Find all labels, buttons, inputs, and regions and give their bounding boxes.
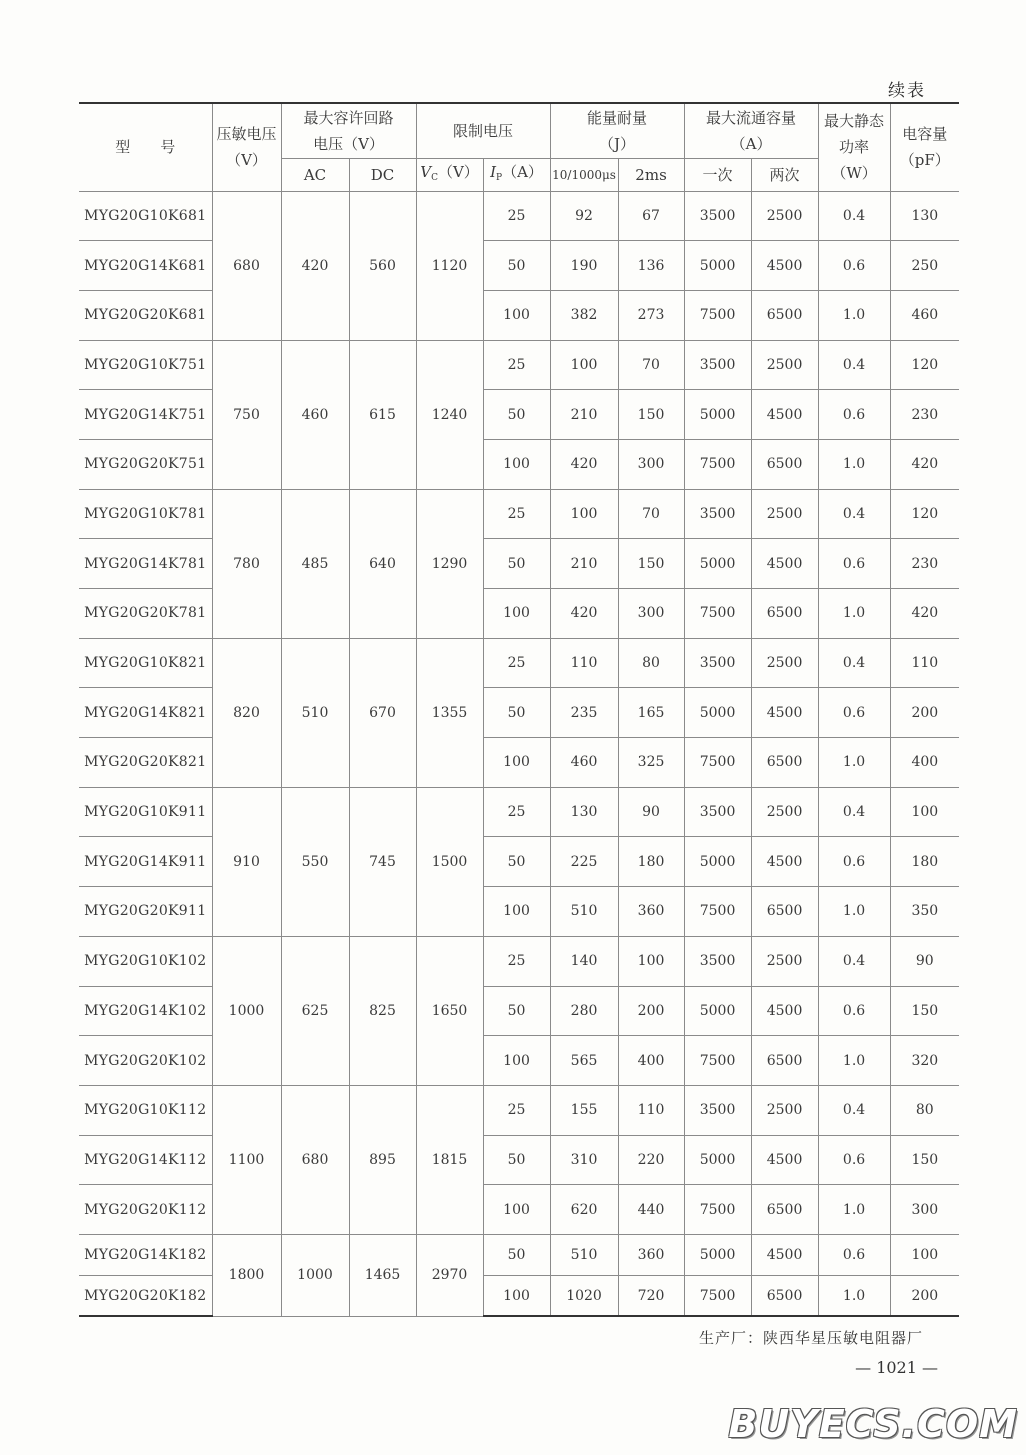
model-cell: MYG20G14K781 bbox=[79, 539, 212, 589]
ip-cell: 50 bbox=[483, 1135, 550, 1185]
table-row bbox=[79, 1234, 959, 1275]
flow-twice-cell: 2500 bbox=[751, 638, 818, 688]
capacitance-cell: 320 bbox=[890, 1036, 959, 1086]
static-power-cell: 0.6 bbox=[818, 1135, 890, 1185]
model-cell: MYG20G10K781 bbox=[79, 489, 212, 539]
energy-10-1000-cell: 510 bbox=[550, 887, 618, 937]
clamp-voltage-cell: 1500 bbox=[416, 787, 483, 936]
energy-2ms-cell: 300 bbox=[618, 589, 684, 639]
model-cell: MYG20G20K112 bbox=[79, 1185, 212, 1235]
ac-voltage-cell: 625 bbox=[281, 936, 349, 1085]
table-row bbox=[79, 936, 959, 986]
energy-2ms-cell: 100 bbox=[618, 936, 684, 986]
dc-voltage-cell: 1465 bbox=[349, 1234, 416, 1316]
capacitance-cell: 250 bbox=[890, 241, 959, 291]
capacitance-cell: 400 bbox=[890, 738, 959, 788]
header-max-loop-voltage: 最大容许回路 电压（V） bbox=[281, 103, 416, 158]
model-cell: MYG20G14K821 bbox=[79, 688, 212, 738]
static-power-cell: 0.6 bbox=[818, 837, 890, 887]
static-power-cell: 0.6 bbox=[818, 688, 890, 738]
ip-cell: 100 bbox=[483, 887, 550, 937]
static-power-cell: 0.6 bbox=[818, 390, 890, 440]
flow-once-cell: 5000 bbox=[684, 1234, 751, 1275]
varistor-spec-table bbox=[79, 102, 959, 1317]
energy-10-1000-cell: 92 bbox=[550, 191, 618, 241]
flow-once-cell: 7500 bbox=[684, 1185, 751, 1235]
model-cell: MYG20G20K681 bbox=[79, 290, 212, 340]
table-row bbox=[79, 390, 959, 440]
table-row bbox=[79, 439, 959, 489]
static-power-cell: 1.0 bbox=[818, 290, 890, 340]
energy-2ms-cell: 110 bbox=[618, 1085, 684, 1135]
ac-voltage-cell: 680 bbox=[281, 1085, 349, 1234]
model-cell: MYG20G20K781 bbox=[79, 589, 212, 639]
table-row bbox=[79, 589, 959, 639]
model-cell: MYG20G14K751 bbox=[79, 390, 212, 440]
flow-twice-cell: 4500 bbox=[751, 1135, 818, 1185]
ip-cell: 100 bbox=[483, 738, 550, 788]
header-energy-10-1000: 10/1000μs bbox=[550, 158, 618, 191]
table-row bbox=[79, 1036, 959, 1086]
flow-once-cell: 5000 bbox=[684, 539, 751, 589]
capacitance-cell: 300 bbox=[890, 1185, 959, 1235]
energy-2ms-cell: 80 bbox=[618, 638, 684, 688]
energy-10-1000-cell: 565 bbox=[550, 1036, 618, 1086]
varistor-voltage-cell: 780 bbox=[212, 489, 281, 638]
flow-once-cell: 5000 bbox=[684, 241, 751, 291]
table-row bbox=[79, 887, 959, 937]
flow-twice-cell: 4500 bbox=[751, 688, 818, 738]
watermark: BUYECS.COM bbox=[728, 1402, 1018, 1446]
dc-voltage-cell: 825 bbox=[349, 936, 416, 1085]
ip-cell: 100 bbox=[483, 1185, 550, 1235]
energy-2ms-cell: 70 bbox=[618, 489, 684, 539]
energy-10-1000-cell: 140 bbox=[550, 936, 618, 986]
flow-once-cell: 3500 bbox=[684, 191, 751, 241]
flow-twice-cell: 4500 bbox=[751, 986, 818, 1036]
capacitance-cell: 80 bbox=[890, 1085, 959, 1135]
energy-10-1000-cell: 510 bbox=[550, 1234, 618, 1275]
model-cell: MYG20G14K182 bbox=[79, 1234, 212, 1275]
model-cell: MYG20G10K751 bbox=[79, 340, 212, 390]
table-row bbox=[79, 1135, 959, 1185]
model-cell: MYG20G14K112 bbox=[79, 1135, 212, 1185]
energy-2ms-cell: 136 bbox=[618, 241, 684, 291]
clamp-voltage-cell: 1355 bbox=[416, 638, 483, 787]
energy-2ms-cell: 150 bbox=[618, 390, 684, 440]
varistor-voltage-cell: 750 bbox=[212, 340, 281, 489]
energy-2ms-cell: 360 bbox=[618, 1234, 684, 1275]
ip-cell: 25 bbox=[483, 489, 550, 539]
varistor-voltage-cell: 910 bbox=[212, 787, 281, 936]
table-row bbox=[79, 340, 959, 390]
capacitance-cell: 460 bbox=[890, 290, 959, 340]
flow-twice-cell: 4500 bbox=[751, 837, 818, 887]
flow-once-cell: 7500 bbox=[684, 439, 751, 489]
flow-twice-cell: 6500 bbox=[751, 1275, 818, 1316]
energy-2ms-cell: 70 bbox=[618, 340, 684, 390]
model-cell: MYG20G20K821 bbox=[79, 738, 212, 788]
capacitance-cell: 120 bbox=[890, 340, 959, 390]
flow-once-cell: 3500 bbox=[684, 638, 751, 688]
static-power-cell: 1.0 bbox=[818, 1185, 890, 1235]
ac-voltage-cell: 420 bbox=[281, 191, 349, 340]
flow-once-cell: 5000 bbox=[684, 837, 751, 887]
header-energy: 能量耐量 （J） bbox=[550, 103, 684, 158]
header-energy-2ms: 2ms bbox=[618, 158, 684, 191]
table-row bbox=[79, 290, 959, 340]
flow-twice-cell: 4500 bbox=[751, 390, 818, 440]
flow-once-cell: 7500 bbox=[684, 1036, 751, 1086]
energy-2ms-cell: 165 bbox=[618, 688, 684, 738]
capacitance-cell: 150 bbox=[890, 1135, 959, 1185]
energy-2ms-cell: 200 bbox=[618, 986, 684, 1036]
dc-voltage-cell: 560 bbox=[349, 191, 416, 340]
model-cell: MYG20G10K911 bbox=[79, 787, 212, 837]
static-power-cell: 0.4 bbox=[818, 340, 890, 390]
static-power-cell: 1.0 bbox=[818, 589, 890, 639]
header-capacitance: 电容量 （pF） bbox=[890, 103, 959, 191]
table-row bbox=[79, 986, 959, 1036]
static-power-cell: 0.4 bbox=[818, 936, 890, 986]
ip-cell: 100 bbox=[483, 290, 550, 340]
static-power-cell: 0.4 bbox=[818, 638, 890, 688]
flow-twice-cell: 4500 bbox=[751, 241, 818, 291]
ip-cell: 100 bbox=[483, 589, 550, 639]
static-power-cell: 0.6 bbox=[818, 986, 890, 1036]
ac-voltage-cell: 460 bbox=[281, 340, 349, 489]
capacitance-cell: 110 bbox=[890, 638, 959, 688]
model-cell: MYG20G20K182 bbox=[79, 1275, 212, 1316]
ac-voltage-cell: 510 bbox=[281, 638, 349, 787]
static-power-cell: 0.4 bbox=[818, 787, 890, 837]
energy-2ms-cell: 150 bbox=[618, 539, 684, 589]
energy-2ms-cell: 220 bbox=[618, 1135, 684, 1185]
energy-10-1000-cell: 100 bbox=[550, 340, 618, 390]
capacitance-cell: 100 bbox=[890, 787, 959, 837]
energy-10-1000-cell: 1020 bbox=[550, 1275, 618, 1316]
varistor-voltage-cell: 1100 bbox=[212, 1085, 281, 1234]
ip-cell: 25 bbox=[483, 191, 550, 241]
energy-10-1000-cell: 382 bbox=[550, 290, 618, 340]
flow-twice-cell: 6500 bbox=[751, 290, 818, 340]
flow-twice-cell: 2500 bbox=[751, 340, 818, 390]
flow-once-cell: 3500 bbox=[684, 489, 751, 539]
dc-voltage-cell: 615 bbox=[349, 340, 416, 489]
table-row bbox=[79, 688, 959, 738]
dc-voltage-cell: 745 bbox=[349, 787, 416, 936]
varistor-voltage-cell: 820 bbox=[212, 638, 281, 787]
ip-cell: 25 bbox=[483, 638, 550, 688]
flow-once-cell: 7500 bbox=[684, 738, 751, 788]
model-cell: MYG20G14K102 bbox=[79, 986, 212, 1036]
flow-twice-cell: 6500 bbox=[751, 589, 818, 639]
page-number: — 1021 — bbox=[855, 1358, 938, 1377]
header-max-static-power: 最大静态 功率 （W） bbox=[818, 103, 890, 191]
flow-twice-cell: 6500 bbox=[751, 439, 818, 489]
capacitance-cell: 230 bbox=[890, 390, 959, 440]
capacitance-cell: 420 bbox=[890, 589, 959, 639]
capacitance-cell: 180 bbox=[890, 837, 959, 887]
ip-cell: 50 bbox=[483, 986, 550, 1036]
flow-once-cell: 5000 bbox=[684, 1135, 751, 1185]
energy-10-1000-cell: 310 bbox=[550, 1135, 618, 1185]
flow-once-cell: 5000 bbox=[684, 390, 751, 440]
flow-once-cell: 5000 bbox=[684, 986, 751, 1036]
model-cell: MYG20G10K681 bbox=[79, 191, 212, 241]
clamp-voltage-cell: 1650 bbox=[416, 936, 483, 1085]
static-power-cell: 1.0 bbox=[818, 887, 890, 937]
static-power-cell: 0.6 bbox=[818, 539, 890, 589]
energy-10-1000-cell: 620 bbox=[550, 1185, 618, 1235]
model-cell: MYG20G20K911 bbox=[79, 887, 212, 937]
flow-once-cell: 3500 bbox=[684, 1085, 751, 1135]
energy-10-1000-cell: 210 bbox=[550, 390, 618, 440]
static-power-cell: 0.4 bbox=[818, 1085, 890, 1135]
ac-voltage-cell: 1000 bbox=[281, 1234, 349, 1316]
model-cell: MYG20G14K911 bbox=[79, 837, 212, 887]
model-cell: MYG20G10K821 bbox=[79, 638, 212, 688]
ip-cell: 100 bbox=[483, 1275, 550, 1316]
ip-cell: 50 bbox=[483, 837, 550, 887]
ip-cell: 25 bbox=[483, 1085, 550, 1135]
ip-cell: 25 bbox=[483, 787, 550, 837]
clamp-voltage-cell: 1120 bbox=[416, 191, 483, 340]
capacitance-cell: 200 bbox=[890, 688, 959, 738]
energy-10-1000-cell: 130 bbox=[550, 787, 618, 837]
table-row bbox=[79, 489, 959, 539]
ip-cell: 50 bbox=[483, 1234, 550, 1275]
flow-twice-cell: 2500 bbox=[751, 787, 818, 837]
flow-twice-cell: 6500 bbox=[751, 887, 818, 937]
model-cell: MYG20G14K681 bbox=[79, 241, 212, 291]
manufacturer-note: 生产厂：陕西华星压敏电阻器厂 bbox=[698, 1329, 923, 1347]
flow-once-cell: 3500 bbox=[684, 340, 751, 390]
model-cell: MYG20G10K102 bbox=[79, 936, 212, 986]
table-row bbox=[79, 1085, 959, 1135]
clamp-voltage-cell: 1240 bbox=[416, 340, 483, 489]
energy-10-1000-cell: 110 bbox=[550, 638, 618, 688]
flow-twice-cell: 2500 bbox=[751, 936, 818, 986]
flow-once-cell: 5000 bbox=[684, 688, 751, 738]
energy-2ms-cell: 300 bbox=[618, 439, 684, 489]
capacitance-cell: 120 bbox=[890, 489, 959, 539]
model-cell: MYG20G20K102 bbox=[79, 1036, 212, 1086]
ip-cell: 50 bbox=[483, 241, 550, 291]
header-ip: $I_P(A)$ bbox=[483, 158, 550, 191]
energy-2ms-cell: 67 bbox=[618, 191, 684, 241]
varistor-voltage-cell: 1000 bbox=[212, 936, 281, 1085]
energy-10-1000-cell: 280 bbox=[550, 986, 618, 1036]
capacitance-cell: 100 bbox=[890, 1234, 959, 1275]
energy-2ms-cell: 325 bbox=[618, 738, 684, 788]
ip-cell: 50 bbox=[483, 390, 550, 440]
continued-label: 续表 bbox=[888, 81, 926, 101]
table-body bbox=[79, 191, 959, 1316]
capacitance-cell: 350 bbox=[890, 887, 959, 937]
table-row bbox=[79, 191, 959, 241]
header-varistor-voltage: 压敏电压 （V） bbox=[212, 103, 281, 191]
capacitance-cell: 130 bbox=[890, 191, 959, 241]
capacitance-cell: 420 bbox=[890, 439, 959, 489]
static-power-cell: 0.6 bbox=[818, 1234, 890, 1275]
flow-twice-cell: 6500 bbox=[751, 738, 818, 788]
table-row bbox=[79, 539, 959, 589]
energy-2ms-cell: 180 bbox=[618, 837, 684, 887]
flow-once-cell: 7500 bbox=[684, 887, 751, 937]
ip-cell: 25 bbox=[483, 936, 550, 986]
energy-2ms-cell: 90 bbox=[618, 787, 684, 837]
static-power-cell: 0.4 bbox=[818, 489, 890, 539]
static-power-cell: 1.0 bbox=[818, 439, 890, 489]
header-max-flow: 最大流通容量 （A） bbox=[684, 103, 818, 158]
table-row bbox=[79, 787, 959, 837]
table-row bbox=[79, 638, 959, 688]
clamp-voltage-cell: 1815 bbox=[416, 1085, 483, 1234]
flow-once-cell: 7500 bbox=[684, 290, 751, 340]
flow-twice-cell: 2500 bbox=[751, 489, 818, 539]
energy-10-1000-cell: 210 bbox=[550, 539, 618, 589]
flow-once-cell: 3500 bbox=[684, 936, 751, 986]
header-once: 一次 bbox=[684, 158, 751, 191]
model-cell: MYG20G20K751 bbox=[79, 439, 212, 489]
flow-twice-cell: 2500 bbox=[751, 1085, 818, 1135]
table-row bbox=[79, 1185, 959, 1235]
clamp-voltage-cell: 2970 bbox=[416, 1234, 483, 1316]
energy-2ms-cell: 360 bbox=[618, 887, 684, 937]
header-ac: AC bbox=[281, 158, 349, 191]
varistor-voltage-cell: 1800 bbox=[212, 1234, 281, 1316]
energy-2ms-cell: 273 bbox=[618, 290, 684, 340]
ac-voltage-cell: 550 bbox=[281, 787, 349, 936]
table-row bbox=[79, 738, 959, 788]
ip-cell: 100 bbox=[483, 1036, 550, 1086]
static-power-cell: 0.4 bbox=[818, 191, 890, 241]
ip-cell: 100 bbox=[483, 439, 550, 489]
energy-10-1000-cell: 155 bbox=[550, 1085, 618, 1135]
energy-10-1000-cell: 100 bbox=[550, 489, 618, 539]
header-twice: 两次 bbox=[751, 158, 818, 191]
table-row bbox=[79, 241, 959, 291]
flow-twice-cell: 6500 bbox=[751, 1036, 818, 1086]
capacitance-cell: 90 bbox=[890, 936, 959, 986]
table-row bbox=[79, 837, 959, 887]
ac-voltage-cell: 485 bbox=[281, 489, 349, 638]
dc-voltage-cell: 670 bbox=[349, 638, 416, 787]
header-clamp-voltage: 限制电压 bbox=[416, 103, 550, 158]
energy-10-1000-cell: 420 bbox=[550, 439, 618, 489]
header-model: 型 号 bbox=[79, 103, 212, 191]
static-power-cell: 1.0 bbox=[818, 1036, 890, 1086]
header-dc: DC bbox=[349, 158, 416, 191]
static-power-cell: 0.6 bbox=[818, 241, 890, 291]
ip-cell: 50 bbox=[483, 539, 550, 589]
ip-cell: 25 bbox=[483, 340, 550, 390]
static-power-cell: 1.0 bbox=[818, 1275, 890, 1316]
energy-2ms-cell: 720 bbox=[618, 1275, 684, 1316]
energy-10-1000-cell: 460 bbox=[550, 738, 618, 788]
capacitance-cell: 200 bbox=[890, 1275, 959, 1316]
energy-2ms-cell: 400 bbox=[618, 1036, 684, 1086]
dc-voltage-cell: 895 bbox=[349, 1085, 416, 1234]
flow-once-cell: 3500 bbox=[684, 787, 751, 837]
energy-2ms-cell: 440 bbox=[618, 1185, 684, 1235]
dc-voltage-cell: 640 bbox=[349, 489, 416, 638]
flow-once-cell: 7500 bbox=[684, 1275, 751, 1316]
energy-10-1000-cell: 420 bbox=[550, 589, 618, 639]
capacitance-cell: 150 bbox=[890, 986, 959, 1036]
header-vc: $V_C(V)$ bbox=[416, 158, 483, 191]
flow-twice-cell: 4500 bbox=[751, 539, 818, 589]
energy-10-1000-cell: 225 bbox=[550, 837, 618, 887]
ip-cell: 50 bbox=[483, 688, 550, 738]
model-cell: MYG20G10K112 bbox=[79, 1085, 212, 1135]
flow-once-cell: 7500 bbox=[684, 589, 751, 639]
flow-twice-cell: 4500 bbox=[751, 1234, 818, 1275]
energy-10-1000-cell: 235 bbox=[550, 688, 618, 738]
flow-twice-cell: 6500 bbox=[751, 1185, 818, 1235]
flow-twice-cell: 2500 bbox=[751, 191, 818, 241]
energy-10-1000-cell: 190 bbox=[550, 241, 618, 291]
varistor-voltage-cell: 680 bbox=[212, 191, 281, 340]
table-row bbox=[79, 1275, 959, 1316]
capacitance-cell: 230 bbox=[890, 539, 959, 589]
static-power-cell: 1.0 bbox=[818, 738, 890, 788]
clamp-voltage-cell: 1290 bbox=[416, 489, 483, 638]
